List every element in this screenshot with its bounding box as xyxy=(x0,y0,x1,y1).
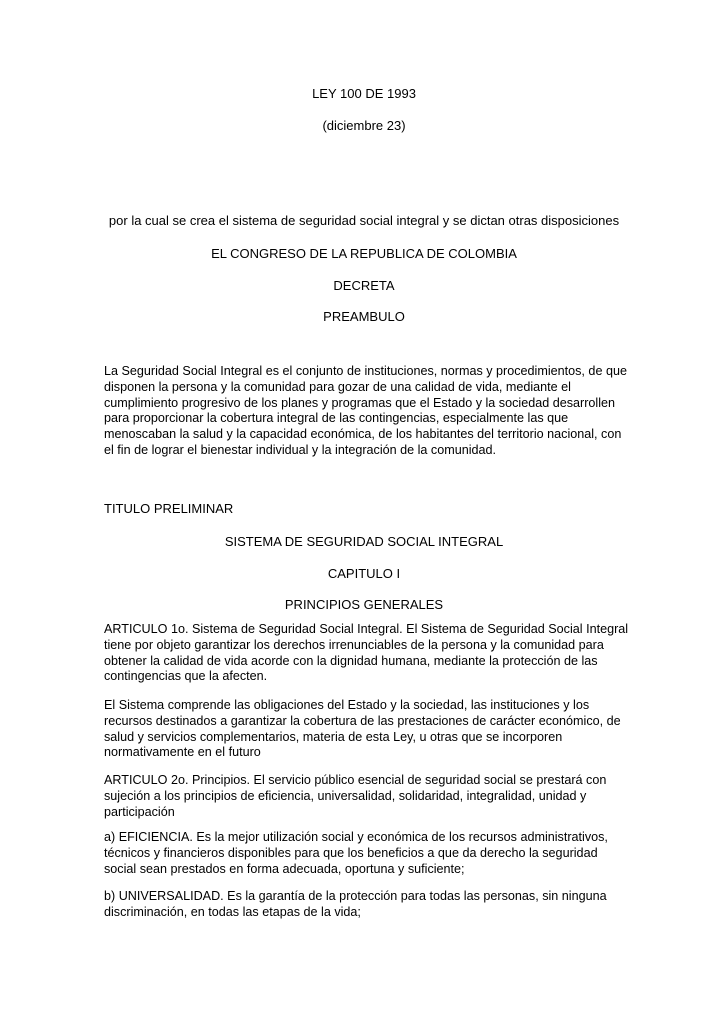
congress-heading: EL CONGRESO DE LA REPUBLICA DE COLOMBIA xyxy=(211,246,517,261)
decreta-heading: DECRETA xyxy=(333,278,395,293)
article-2-paragraph: ARTICULO 2o. Principios. El servicio público esencial de seguridad social se prestará con sujeción a los principios de eficiencia, universalidad, solidaridad, integralidad, unidad y participación xyxy=(104,773,607,819)
law-subtitle: por la cual se crea el sistema de seguridad social integral y se dictan otras disposiciones xyxy=(108,213,620,228)
system-scope-paragraph: El Sistema comprende las obligaciones del Estado y la sociedad, las instituciones y los recursos destinados a garantizar la cobertura de las prestaciones de carácter económico, de salud y servicios complementarios, materia de esta Ley, u otras que se incorporen normativamente en el futuro xyxy=(104,698,621,760)
eficiencia-paragraph: a) EFICIENCIA. Es la mejor utilización social y económica de los recursos administrativos, técnicos y financieros disponibles para que los beneficios a que da derecho la seguridad social sean prestados en forma adecuada, oportuna y suficiente; xyxy=(104,830,608,876)
principios-heading: PRINCIPIOS GENERALES xyxy=(284,597,444,612)
sistema-heading: SISTEMA DE SEGURIDAD SOCIAL INTEGRAL xyxy=(224,534,504,549)
titulo-heading: TITULO PRELIMINAR xyxy=(104,501,234,516)
article-1-paragraph: ARTICULO 1o. Sistema de Seguridad Social Integral. El Sistema de Seguridad Social Integral tiene por objeto garantizar los derechos irrenunciables de la persona y la comunidad para obtener la calidad de vida acorde con la dignidad humana, mediante la protección de las contingencias que la afecten. xyxy=(104,622,629,684)
universalidad-paragraph: b) UNIVERSALIDAD. Es la garantía de la protección para todas las personas, sin ninguna discriminación, en todas las etapas de la vida; xyxy=(104,889,607,919)
capitulo-heading: CAPITULO I xyxy=(327,566,401,581)
preambulo-paragraph: La Seguridad Social Integral es el conjunto de instituciones, normas y procedimientos, de que disponen la persona y la comunidad para gozar de una calidad de vida, mediante el cumplimiento progresivo de los planes y programas que el Estado y la sociedad desarrollen para proporcionar la cobertura integral de las contingencias, especialmente las que menoscaban la salud y la capacidad económica, de los habitantes del territorio nacional, con el fin de lograr el bienestar individual y la integración de la comunidad. xyxy=(104,364,627,457)
law-title: LEY 100 DE 1993 xyxy=(312,86,416,101)
law-date: (diciembre 23) xyxy=(322,118,406,133)
preambulo-heading: PREAMBULO xyxy=(323,309,405,324)
